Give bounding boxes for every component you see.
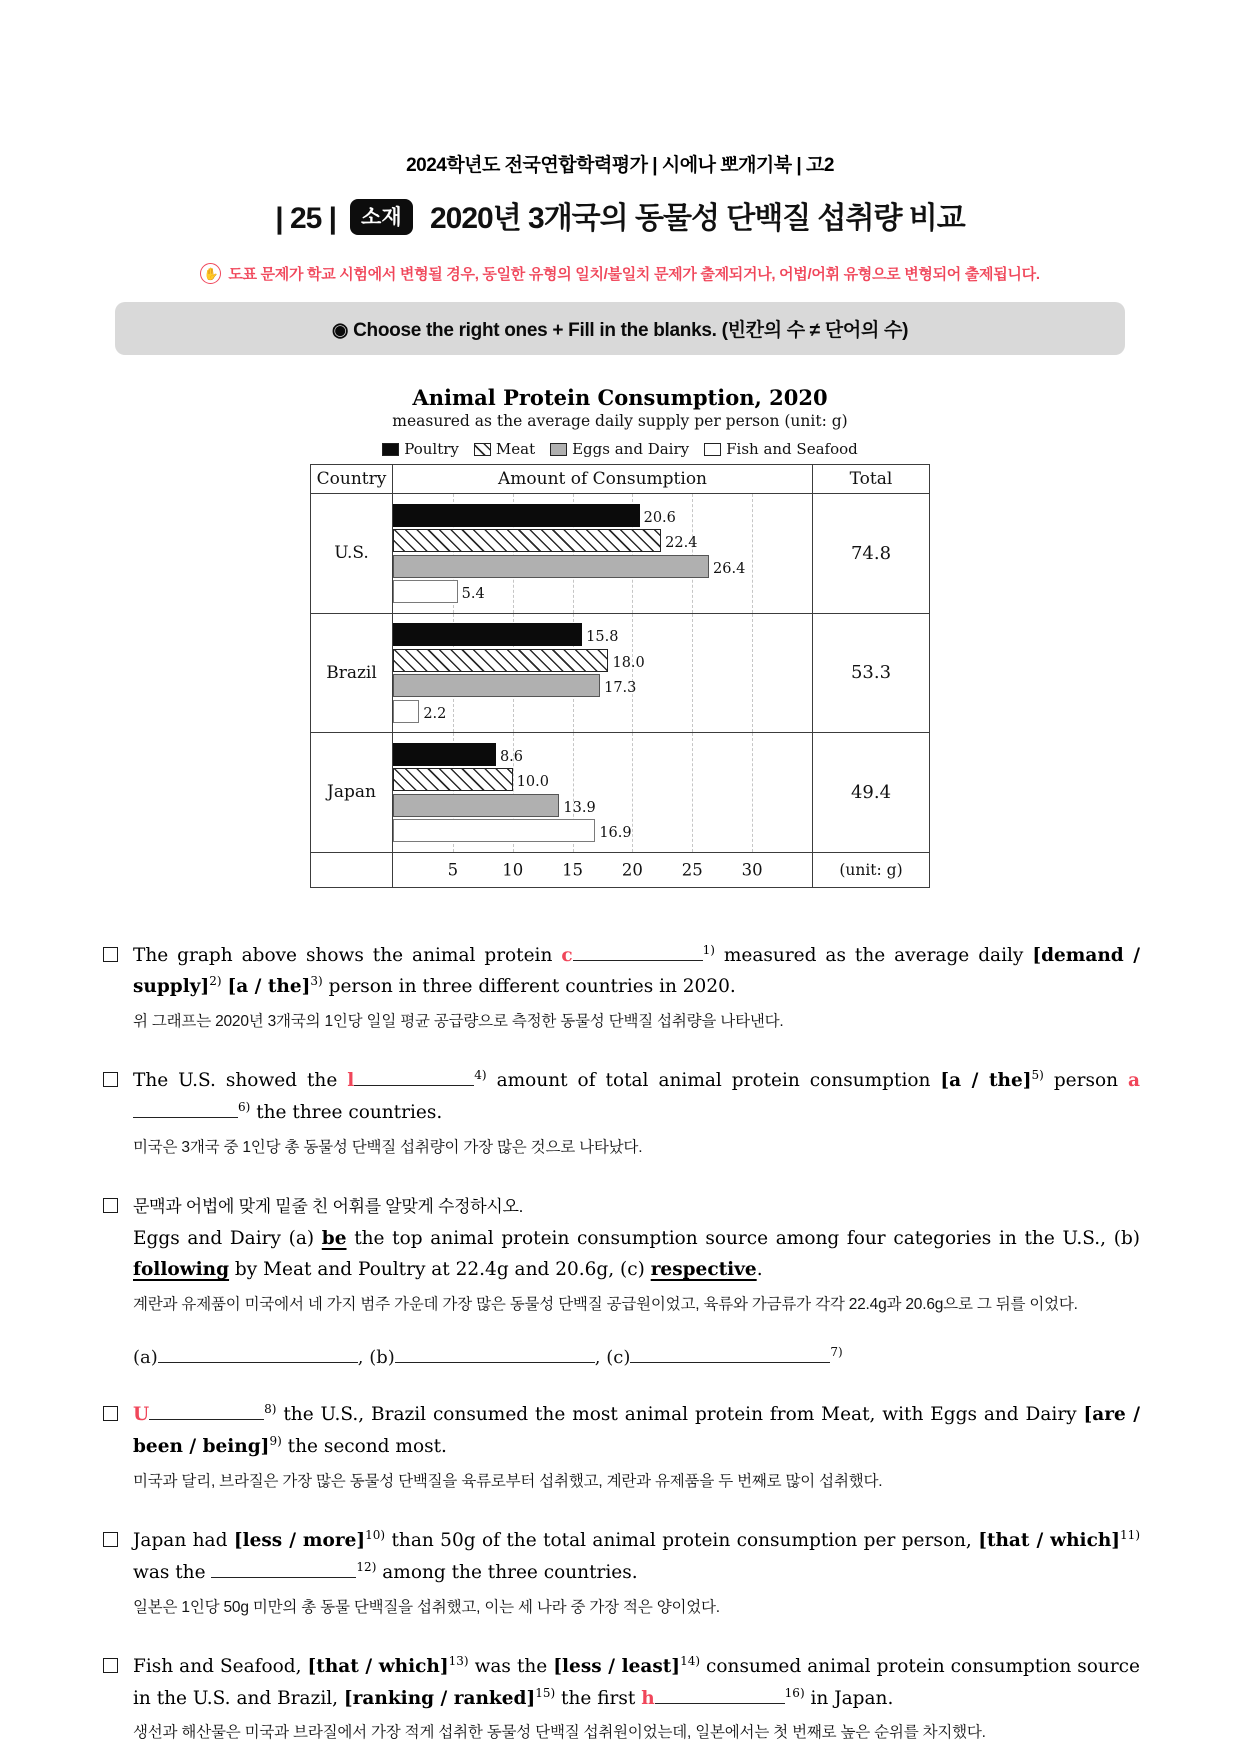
question-text: the top animal protein consumption source among four categories in the U.S., (b) — [346, 1227, 1141, 1249]
bar-line — [393, 768, 812, 791]
answer-blank[interactable] — [211, 1561, 356, 1578]
hand-icon: ✋ — [200, 263, 221, 284]
choice-options: [a / the] — [940, 1070, 1032, 1092]
topic-badge: 소재 — [350, 199, 413, 235]
choice-options: [a / the] — [227, 976, 311, 998]
footnote-number: 13) — [448, 1653, 469, 1668]
question-text: in Japan. — [804, 1687, 894, 1709]
footnote-number: 16) — [784, 1685, 805, 1700]
question-list — [0, 940, 1240, 1746]
choice-options: [less / more] — [233, 1530, 366, 1552]
korean-translation: 일본은 1인당 50g 미만의 총 동물 단백질을 섭취했고, 이는 세 나라 중 가장 적은 양이었다. — [133, 1598, 720, 1616]
question-content — [133, 1191, 1140, 1369]
country-label: Japan — [311, 733, 393, 852]
bar-value: 18.0 — [612, 654, 645, 671]
question-item-2 — [103, 1065, 1140, 1160]
meat-swatch-icon — [474, 443, 491, 456]
chart-subtitle: measured as the average daily supply per person (unit: g) — [392, 412, 848, 430]
axis-unit-label: (unit: g) — [839, 860, 903, 879]
warning-text: 도표 문제가 학교 시험에서 변형될 경우, 동일한 유형의 일치/불일치 문제가 출제되거나, 어법/어휘 유형으로 변형되어 출제됩니다. — [228, 266, 1040, 283]
footnote-number: 3) — [310, 974, 323, 989]
bar-meat-u-s — [393, 529, 661, 552]
title-text: 2020년 3개국의 동물성 단백질 섭취량 비교 — [429, 202, 965, 235]
question-text: . — [756, 1259, 763, 1281]
answer-blank[interactable] — [158, 1347, 358, 1363]
hint-letter: h — [641, 1687, 655, 1709]
footnote-number: 5) — [1031, 1067, 1044, 1082]
footnote-number: 14) — [680, 1653, 701, 1668]
bar-line — [393, 555, 812, 578]
hint-letter: U — [133, 1404, 150, 1426]
question-checkbox[interactable] — [103, 1198, 118, 1213]
question-checkbox[interactable] — [103, 1072, 118, 1087]
bar-poultry-japan — [393, 743, 496, 766]
hint-letter: a — [1128, 1070, 1140, 1092]
hint-letter: l — [347, 1070, 355, 1092]
question-checkbox[interactable] — [103, 1406, 118, 1421]
title-number: | 25 | — [275, 202, 337, 235]
fish-and-seafood-swatch-icon — [704, 443, 721, 456]
legend-label: Meat — [495, 440, 536, 458]
axis-tick: 25 — [681, 860, 703, 879]
legend-item-poultry — [382, 440, 459, 458]
question-content — [133, 1651, 1140, 1746]
bar-value: 13.9 — [563, 799, 596, 816]
instruction-box — [115, 302, 1125, 355]
question-text: the U.S., Brazil consumed the most animal protein from Meat, with Eggs and Dairy — [276, 1404, 1084, 1426]
question-text: , (c) — [594, 1347, 631, 1369]
question-checkbox[interactable] — [103, 947, 118, 962]
column-header-total: Total — [849, 469, 893, 489]
hint-letter: c — [561, 944, 573, 966]
question-text: Japan had — [133, 1530, 234, 1552]
question-item-5 — [103, 1525, 1140, 1620]
footnote-number: 2) — [209, 974, 222, 989]
axis-spacer — [311, 853, 393, 887]
bar-meat-japan — [393, 768, 513, 791]
legend-label: Eggs and Dairy — [572, 440, 690, 458]
legend-label: Poultry — [404, 440, 459, 458]
question-content — [133, 940, 1140, 1035]
bar-line — [393, 529, 812, 552]
chart-title: Animal Protein Consumption, 2020 — [412, 385, 828, 410]
question-checkbox[interactable] — [103, 1532, 118, 1547]
question-line — [133, 1065, 1140, 1129]
question-line — [133, 1525, 1140, 1589]
plot-area — [393, 494, 813, 613]
bar-eggs-and-dairy-u-s — [393, 555, 709, 578]
question-line — [133, 1651, 1140, 1715]
bar-fish-and-seafood-japan — [393, 819, 595, 842]
bar-line — [393, 674, 812, 697]
answer-blank[interactable] — [354, 1070, 474, 1087]
axis-tick: 10 — [502, 860, 524, 879]
bar-fish-and-seafood-brazil — [393, 700, 419, 723]
question-text: was the — [133, 1561, 212, 1583]
axis-tick: 15 — [562, 860, 584, 879]
bar-value: 5.4 — [461, 586, 485, 603]
question-text: Eggs and Dairy (a) — [133, 1227, 322, 1249]
footnote-number: 9) — [269, 1434, 282, 1449]
question-item-4 — [103, 1399, 1140, 1494]
korean-translation: 미국은 3개국 중 1인당 총 동물성 단백질 섭취량이 가장 많은 것으로 나타났다. — [133, 1138, 643, 1156]
footnote-number: 15) — [535, 1685, 556, 1700]
question-item-3 — [103, 1191, 1140, 1369]
answer-blank[interactable] — [573, 944, 703, 961]
total-value: 53.3 — [850, 662, 892, 684]
question-line — [133, 1223, 1140, 1287]
question-text: among the three countries. — [376, 1561, 638, 1583]
question-text: than 50g of the total animal protein consumption per person, — [385, 1530, 979, 1552]
axis-tick: 20 — [621, 860, 643, 879]
footnote-number: 7) — [830, 1345, 843, 1360]
column-header-country: Country — [311, 465, 393, 493]
bar-line — [393, 743, 812, 766]
question-text: person — [1043, 1070, 1128, 1092]
legend-item-fish-and-seafood — [704, 440, 858, 458]
question-content — [133, 1525, 1140, 1620]
question-content — [133, 1065, 1140, 1160]
choice-options: [less / least] — [553, 1655, 681, 1677]
question-text: the three countries. — [250, 1101, 443, 1123]
question-text: amount of total animal protein consumption — [486, 1070, 941, 1092]
page-title — [0, 193, 1240, 239]
chart-row-japan — [311, 733, 929, 853]
footnote-number: 12) — [356, 1559, 377, 1574]
bar-fish-and-seafood-u-s — [393, 580, 458, 603]
column-header-amount: Amount of Consumption — [393, 465, 813, 493]
footnote-number: 8) — [264, 1402, 277, 1417]
question-text: measured as the average daily — [714, 944, 1033, 966]
answer-blank[interactable] — [133, 1101, 238, 1118]
choice-options: [ranking / ranked] — [343, 1687, 536, 1709]
question-text: person in three different countries in 2020. — [322, 976, 736, 998]
bar-value: 20.6 — [643, 509, 676, 526]
eggs-and-dairy-swatch-icon — [550, 443, 567, 456]
axis-tick: 5 — [447, 860, 459, 879]
bar-line — [393, 649, 812, 672]
answer-blank[interactable] — [395, 1347, 595, 1363]
question-item-6 — [103, 1651, 1140, 1746]
question-text: by Meat and Poultry at 22.4g and 20.6g, (c) — [229, 1259, 651, 1281]
bar-line — [393, 623, 812, 646]
country-label: U.S. — [311, 494, 393, 613]
bar-value: 2.2 — [423, 705, 447, 722]
choice-options: [that / which] — [307, 1655, 449, 1677]
underlined-word: respective — [650, 1259, 757, 1281]
bar-line — [393, 580, 812, 603]
underlined-word: following — [133, 1259, 230, 1281]
bar-value: 8.6 — [499, 748, 524, 765]
answer-blank[interactable] — [655, 1687, 785, 1704]
chart-row-u-s — [311, 494, 929, 614]
bar-value: 26.4 — [713, 560, 746, 577]
chart-table — [310, 464, 930, 888]
question-text: Fish and Seafood, — [133, 1655, 308, 1677]
bar-eggs-and-dairy-brazil — [393, 674, 600, 697]
question-text: The graph above shows the animal protein — [133, 944, 562, 966]
poultry-swatch-icon — [382, 443, 399, 456]
korean-prompt: 문맥과 어법에 맞게 밑줄 친 어휘를 알맞게 수정하시오. — [133, 1196, 524, 1216]
bar-poultry-brazil — [393, 623, 582, 646]
plot-area — [393, 733, 813, 852]
korean-translation: 위 그래프는 2020년 3개국의 1인당 일일 평균 공급량으로 측정한 동물성 단백질 섭취량을 나타낸다. — [133, 1013, 784, 1031]
legend-item-meat — [474, 440, 535, 458]
korean-translation: 미국과 달리, 브라질은 가장 많은 동물성 단백질을 육류로부터 섭취했고, 계란과 유제품을 두 번째로 많이 섭취했다. — [133, 1473, 883, 1491]
country-label: Brazil — [311, 614, 393, 733]
question-text: consumed animal protein consumption source in the U.S. and Brazil, — [133, 1655, 1140, 1709]
bar-value: 22.4 — [665, 535, 698, 552]
korean-translation: 생선과 해산물은 미국과 브라질에서 가장 적게 섭취한 동물성 단백질 섭취원이었는데, 일본에서는 첫 번째로 높은 순위를 차지했다. — [133, 1724, 986, 1742]
bar-value: 10.0 — [516, 774, 549, 791]
footnote-number: 11) — [1120, 1527, 1140, 1542]
underlined-word: be — [321, 1227, 347, 1249]
legend-label: Fish and Seafood — [726, 440, 858, 458]
korean-translation: 계란과 유제품이 미국에서 네 가지 범주 가운데 가장 많은 동물성 단백질 공급원이었고, 육류와 가금류가 각각 22.4g과 20.6g으로 그 뒤를 이었다. — [133, 1296, 1078, 1314]
plot-area — [393, 614, 813, 733]
question-content — [133, 1399, 1140, 1494]
bar-eggs-and-dairy-japan — [393, 794, 559, 817]
footnote-number: 10) — [365, 1527, 386, 1542]
question-text: was the — [468, 1655, 554, 1677]
question-checkbox[interactable] — [103, 1658, 118, 1673]
bar-value: 17.3 — [604, 680, 637, 697]
question-line — [133, 1191, 1140, 1223]
answer-blank[interactable] — [149, 1404, 264, 1421]
bar-meat-brazil — [393, 649, 608, 672]
chart-row-brazil — [311, 614, 929, 734]
chart-legend — [310, 440, 930, 458]
choice-options: [demand / supply] — [133, 944, 1140, 998]
bar-line — [393, 819, 812, 842]
total-value: 74.8 — [850, 542, 892, 564]
question-text: the first — [555, 1687, 642, 1709]
warning-note — [0, 263, 1240, 284]
choice-options: [that / which] — [978, 1530, 1121, 1552]
bar-line — [393, 504, 812, 527]
chart — [310, 385, 930, 888]
bar-line — [393, 700, 812, 723]
chart-axis-row — [311, 853, 929, 887]
chart-table-header — [311, 465, 929, 494]
total-value: 49.4 — [850, 781, 892, 803]
bar-line — [393, 794, 812, 817]
answer-line — [133, 1347, 1140, 1368]
question-text: , (b) — [357, 1347, 395, 1369]
instruction-text: ◉ Choose the right ones + Fill in the blanks. (빈칸의 수 ≠ 단어의 수) — [331, 320, 909, 341]
legend-item-eggs-and-dairy — [550, 440, 689, 458]
question-line — [133, 940, 1140, 1004]
question-line — [133, 1399, 1140, 1463]
footnote-number: 1) — [702, 942, 715, 957]
footnote-number: 4) — [474, 1067, 487, 1082]
bar-value: 15.8 — [586, 629, 619, 646]
question-item-1 — [103, 940, 1140, 1035]
axis-tick: 30 — [741, 860, 763, 879]
question-text: The U.S. showed the — [133, 1070, 348, 1092]
footnote-number: 6) — [238, 1099, 251, 1114]
question-text: the second most. — [281, 1436, 447, 1458]
bar-poultry-u-s — [393, 504, 640, 527]
page-header: 2024학년도 전국연합학력평가 | 시에나 뽀개기북 | 고2 — [406, 155, 834, 176]
choice-options: [are / been / being] — [133, 1404, 1140, 1458]
question-text: (a) — [133, 1347, 158, 1369]
answer-blank[interactable] — [630, 1347, 830, 1363]
bar-value: 16.9 — [599, 825, 632, 842]
x-axis — [393, 853, 813, 887]
